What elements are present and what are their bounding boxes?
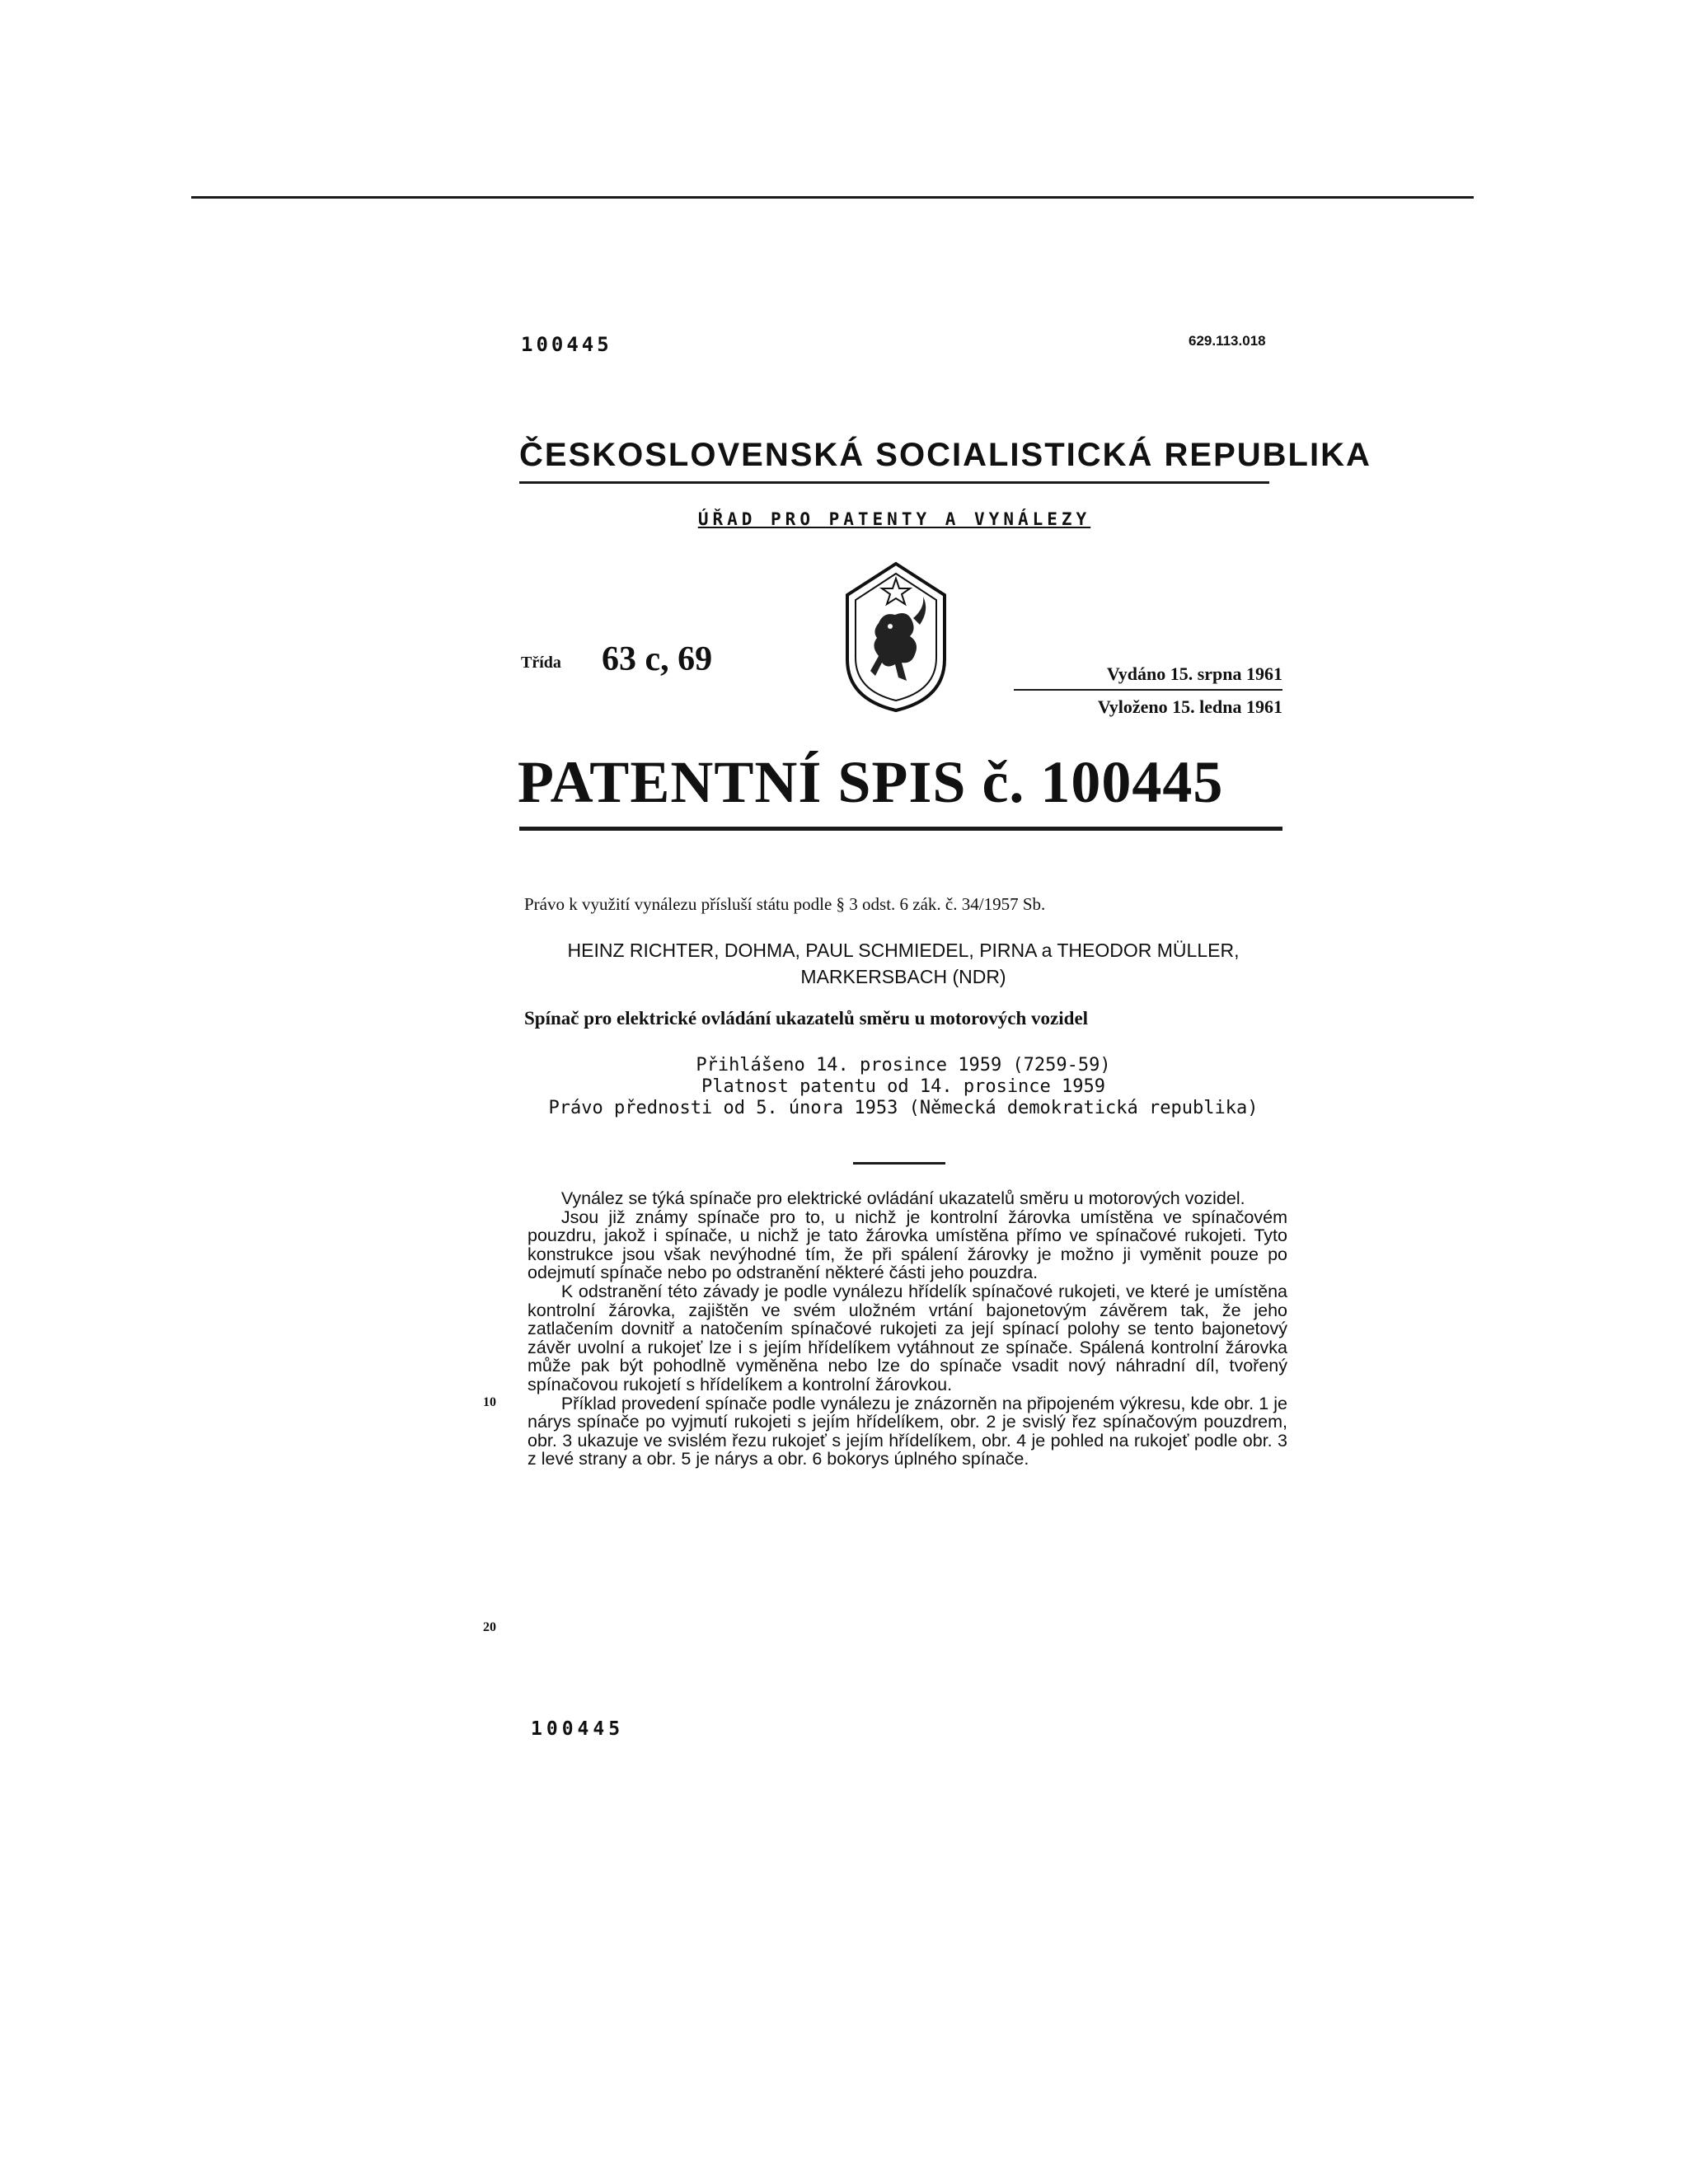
document-number-bottom: 100445 (531, 1718, 625, 1740)
line-number: 20 (483, 1620, 496, 1634)
patent-office-heading: ÚŘAD PRO PATENTY A VYNÁLEZY (697, 509, 1091, 529)
inventor-line: HEINZ RICHTER, DOHMA, PAUL SCHMIEDEL, PIRNA a THEODOR MÜLLER, (567, 940, 1240, 961)
paragraph: K odstranění této závady je podle vynálezu hřídelík spínačové rukojeti, ve které je umístěna kontrolní žárovka, zajištěn ve svém uložném vrtání bajonetovým závěrem tak, že jeho zatlačením dovnitř a natočením spínačové rukojeti za její spínací polohy se tento bajonetový závěr uvolní a rukojeť lze i s jejím hřídelíkem vytáhnout ze spínače. Spálená kontrolní žárovka může pak být pohodlně vyměněna nebo lze do spínače vsadit nový náhradní díl, tvořený spínačovou rukojetí s hřídelíkem a kontrolní žárovkou. (528, 1281, 1287, 1394)
filing-details (524, 1055, 1282, 1119)
rights-statement: Právo k využití vynálezu přísluší státu podle § 3 odst. 6 zák. č. 34/1957 Sb. (524, 894, 1046, 914)
classification-code: 629.113.018 (1189, 333, 1266, 349)
republic-heading: ČESKOSLOVENSKÁ SOCIALISTICKÁ REPUBLIKA (519, 437, 1372, 473)
filing-line: Přihlášeno 14. prosince 1959 (7259-59) (696, 1055, 1111, 1076)
class-label: Třída (521, 654, 561, 672)
filing-line: Platnost patentu od 14. prosince 1959 (701, 1076, 1106, 1097)
filing-line: Právo přednosti od 5. února 1953 (Německá demokratická republika) (548, 1098, 1259, 1118)
issued-rule (1014, 689, 1282, 691)
paragraph: Příklad provedení spínače podle vynálezu je znázorněn na připojeném výkresu, kde obr. 1 je nárys spínače po vyjmutí rukojeti s jejím hřídelíkem, obr. 2 je svislý řez spínačovým pouzdrem, obr. 3 ukazuje ve svislém řezu rukojeť s jejím hřídelíkem, obr. 4 je pohled na rukojeť podle obr. 3 z levé strany a obr. 5 je nárys a obr. 6 bokorys úplného spínače. (528, 1393, 1287, 1469)
inventor-line: MARKERSBACH (NDR) (800, 966, 1006, 987)
laid-open-date: Vyloženo 15. ledna 1961 (1097, 696, 1282, 717)
document-number-top: 100445 (521, 333, 612, 356)
coat-of-arms-lion-icon (841, 560, 951, 714)
issued-date: Vydáno 15. srpna 1961 (1106, 663, 1282, 684)
description-text (528, 1189, 1287, 1469)
invention-subject: Spínač pro elektrické ovládání ukazatelů směru u motorových vozidel (524, 1008, 1089, 1029)
title-rule (519, 827, 1282, 831)
line-number: 10 (483, 1395, 496, 1409)
republic-rule (519, 481, 1269, 484)
paragraph: Jsou již známy spínače pro to, u nichž je kontrolní žárovka umístěna ve spínačovém pouzdru, jakož i spínače, u nichž je tato žárovka umístěna přímo ve spínačové rukojeti. Tyto konstrukce jsou však nevýhodné tím, že při spálení žárovky je možno ji vyměnit pouze po odejmutí spínače nebo po odstranění některé části jeho pouzdra. (528, 1207, 1287, 1283)
section-divider (853, 1162, 945, 1165)
paragraph: Vynález se týká spínače pro elektrické ovládání ukazatelů směru u motorových vozidel. (560, 1188, 1245, 1208)
inventors (524, 937, 1282, 990)
class-value: 63 c, 69 (602, 640, 713, 678)
top-rule (191, 196, 1474, 199)
patent-title: PATENTNÍ SPIS č. 100445 (518, 749, 1224, 815)
